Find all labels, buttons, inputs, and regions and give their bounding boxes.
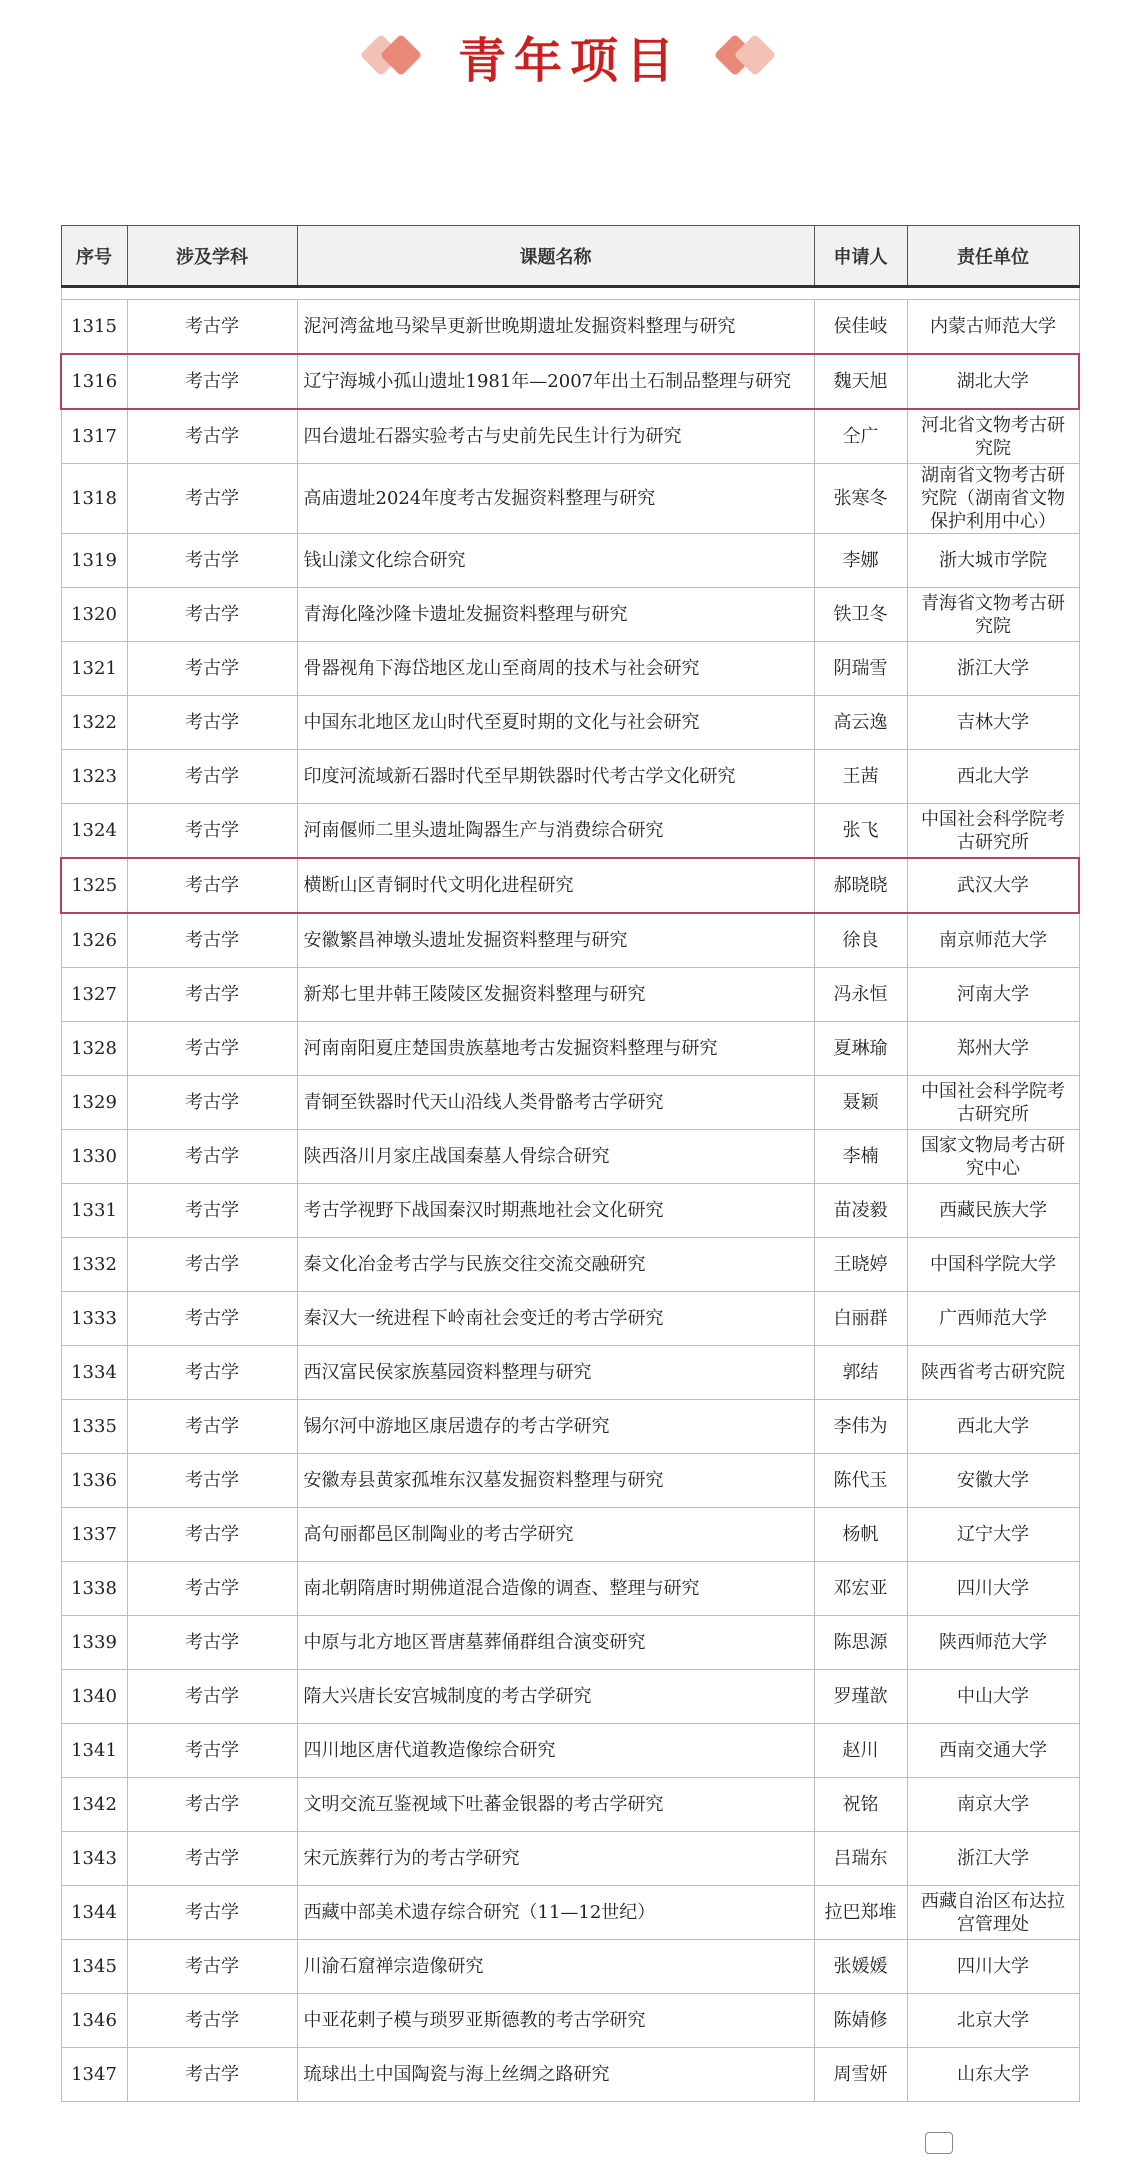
project-title-cell: 骨器视角下海岱地区龙山至商周的技术与社会研究 [297, 642, 814, 696]
subject-cell: 考古学 [127, 1616, 297, 1670]
project-title-cell: 青海化隆沙隆卡遗址发掘资料整理与研究 [297, 588, 814, 642]
subject-cell: 考古学 [127, 1238, 297, 1292]
unit-cell: 广西师范大学 [907, 1292, 1079, 1346]
unit-cell: 河南大学 [907, 968, 1079, 1022]
table-row [61, 1670, 1079, 1724]
table-row [61, 1940, 1079, 1994]
header-applicant: 申请人 [814, 226, 907, 287]
serial-no-cell: 1317 [61, 409, 127, 464]
serial-no-cell: 1335 [61, 1400, 127, 1454]
table-row [61, 1724, 1079, 1778]
unit-cell: 南京师范大学 [907, 913, 1079, 968]
project-title-cell: 辽宁海城小孤山遗址1981年—2007年出土石制品整理与研究 [297, 354, 814, 409]
serial-no-cell: 1323 [61, 750, 127, 804]
table-row [61, 1238, 1079, 1292]
project-title-cell: 南北朝隋唐时期佛道混合造像的调查、整理与研究 [297, 1562, 814, 1616]
subject-cell: 考古学 [127, 1184, 297, 1238]
unit-cell: 中国社会科学院考古研究所 [907, 804, 1079, 859]
serial-no-cell: 1333 [61, 1292, 127, 1346]
table-row [61, 464, 1079, 534]
subject-cell: 考古学 [127, 464, 297, 534]
serial-no-cell: 1336 [61, 1454, 127, 1508]
subject-cell: 考古学 [127, 1346, 297, 1400]
table-row [61, 1454, 1079, 1508]
page-title: 青年项目 [457, 33, 682, 89]
subject-cell: 考古学 [127, 750, 297, 804]
table-row [61, 1886, 1079, 1940]
unit-cell: 西北大学 [907, 1400, 1079, 1454]
serial-no-cell: 1340 [61, 1670, 127, 1724]
table-row [61, 1562, 1079, 1616]
subject-cell: 考古学 [127, 1724, 297, 1778]
serial-no-cell: 1330 [61, 1130, 127, 1184]
subject-cell: 考古学 [127, 1130, 297, 1184]
table-row [61, 1022, 1079, 1076]
subject-cell: 考古学 [127, 1454, 297, 1508]
project-title-cell: 河南南阳夏庄楚国贵族墓地考古发掘资料整理与研究 [297, 1022, 814, 1076]
subject-cell: 考古学 [127, 804, 297, 859]
subject-cell: 考古学 [127, 409, 297, 464]
table-row [61, 642, 1079, 696]
table-row [61, 409, 1079, 464]
diamond-decoration-right [706, 30, 776, 80]
table-row [61, 1994, 1079, 2048]
serial-no-cell: 1327 [61, 968, 127, 1022]
table-row [61, 913, 1079, 968]
applicant-cell: 拉巴郑堆 [814, 1886, 907, 1940]
table-header-row [61, 226, 1079, 287]
page-banner [0, 0, 1140, 110]
unit-cell: 浙大城市学院 [907, 534, 1079, 588]
serial-no-cell: 1326 [61, 913, 127, 968]
applicant-cell: 周雪妍 [814, 2048, 907, 2102]
serial-no-cell: 1325 [61, 858, 127, 913]
project-title-cell: 高庙遗址2024年度考古发掘资料整理与研究 [297, 464, 814, 534]
serial-no-cell: 1339 [61, 1616, 127, 1670]
project-title-cell: 中国东北地区龙山时代至夏时期的文化与社会研究 [297, 696, 814, 750]
tv-logo-icon [925, 2132, 953, 2154]
serial-no-cell: 1337 [61, 1508, 127, 1562]
unit-cell: 国家文物局考古研究中心 [907, 1130, 1079, 1184]
applicant-cell: 吕瑞东 [814, 1832, 907, 1886]
serial-no-cell: 1331 [61, 1184, 127, 1238]
project-table [60, 225, 1080, 2102]
unit-cell: 西藏自治区布达拉宫管理处 [907, 1886, 1079, 1940]
serial-no-cell: 1322 [61, 696, 127, 750]
applicant-cell: 李伟为 [814, 1400, 907, 1454]
unit-cell: 四川大学 [907, 1940, 1079, 1994]
applicant-cell: 侯佳岐 [814, 300, 907, 355]
unit-cell: 中山大学 [907, 1670, 1079, 1724]
unit-cell: 辽宁大学 [907, 1508, 1079, 1562]
subject-cell: 考古学 [127, 1778, 297, 1832]
applicant-cell: 陈代玉 [814, 1454, 907, 1508]
subject-cell: 考古学 [127, 1400, 297, 1454]
serial-no-cell: 1321 [61, 642, 127, 696]
table-row [61, 696, 1079, 750]
project-title-cell: 安徽寿县黄家孤堆东汉墓发掘资料整理与研究 [297, 1454, 814, 1508]
project-title-cell: 琉球出土中国陶瓷与海上丝绸之路研究 [297, 2048, 814, 2102]
serial-no-cell: 1342 [61, 1778, 127, 1832]
serial-no-cell: 1329 [61, 1076, 127, 1130]
project-title-cell: 四台遗址石器实验考古与史前先民生计行为研究 [297, 409, 814, 464]
project-title-cell: 文明交流互鉴视域下吐蕃金银器的考古学研究 [297, 1778, 814, 1832]
project-title-cell: 中亚花剌子模与琐罗亚斯德教的考古学研究 [297, 1994, 814, 2048]
subject-cell: 考古学 [127, 968, 297, 1022]
applicant-cell: 李娜 [814, 534, 907, 588]
serial-no-cell: 1347 [61, 2048, 127, 2102]
serial-no-cell: 1344 [61, 1886, 127, 1940]
table-row [61, 1346, 1079, 1400]
table-row [61, 1832, 1079, 1886]
serial-no-cell: 1324 [61, 804, 127, 859]
table-row [61, 354, 1079, 409]
header-serial-no: 序号 [61, 226, 127, 287]
serial-no-cell: 1346 [61, 1994, 127, 2048]
unit-cell: 陕西省考古研究院 [907, 1346, 1079, 1400]
applicant-cell: 聂颖 [814, 1076, 907, 1130]
project-title-cell: 川渝石窟禅宗造像研究 [297, 1940, 814, 1994]
subject-cell: 考古学 [127, 300, 297, 355]
applicant-cell: 夏琳瑜 [814, 1022, 907, 1076]
unit-cell: 吉林大学 [907, 696, 1079, 750]
project-title-cell: 泥河湾盆地马梁旱更新世晚期遗址发掘资料整理与研究 [297, 300, 814, 355]
unit-cell: 内蒙古师范大学 [907, 300, 1079, 355]
project-title-cell: 印度河流域新石器时代至早期铁器时代考古学文化研究 [297, 750, 814, 804]
subject-cell: 考古学 [127, 588, 297, 642]
subject-cell: 考古学 [127, 1886, 297, 1940]
table-row [61, 588, 1079, 642]
table-row [61, 1130, 1079, 1184]
subject-cell: 考古学 [127, 534, 297, 588]
applicant-cell: 张媛媛 [814, 1940, 907, 1994]
unit-cell: 中国社会科学院考古研究所 [907, 1076, 1079, 1130]
applicant-cell: 邓宏亚 [814, 1562, 907, 1616]
watermark [925, 2128, 953, 2158]
table-row [61, 300, 1079, 355]
applicant-cell: 陈思源 [814, 1616, 907, 1670]
applicant-cell: 李楠 [814, 1130, 907, 1184]
applicant-cell: 杨帆 [814, 1508, 907, 1562]
project-title-cell: 河南偃师二里头遗址陶器生产与消费综合研究 [297, 804, 814, 859]
subject-cell: 考古学 [127, 1994, 297, 2048]
applicant-cell: 白丽群 [814, 1292, 907, 1346]
unit-cell: 南京大学 [907, 1778, 1079, 1832]
subject-cell: 考古学 [127, 1292, 297, 1346]
table-row [61, 1184, 1079, 1238]
table-row [61, 1292, 1079, 1346]
unit-cell: 安徽大学 [907, 1454, 1079, 1508]
subject-cell: 考古学 [127, 1076, 297, 1130]
table-row [61, 1076, 1079, 1130]
applicant-cell: 冯永恒 [814, 968, 907, 1022]
unit-cell: 湖南省文物考古研究院（湖南省文物保护利用中心） [907, 464, 1079, 534]
unit-cell: 西南交通大学 [907, 1724, 1079, 1778]
diamond-decoration-left [360, 30, 430, 80]
project-title-cell: 中原与北方地区晋唐墓葬俑群组合演变研究 [297, 1616, 814, 1670]
table-row [61, 750, 1079, 804]
subject-cell: 考古学 [127, 642, 297, 696]
subject-cell: 考古学 [127, 1562, 297, 1616]
project-title-cell: 陕西洛川月家庄战国秦墓人骨综合研究 [297, 1130, 814, 1184]
applicant-cell: 铁卫冬 [814, 588, 907, 642]
header-unit: 责任单位 [907, 226, 1079, 287]
project-title-cell: 高句丽都邑区制陶业的考古学研究 [297, 1508, 814, 1562]
subject-cell: 考古学 [127, 913, 297, 968]
serial-no-cell: 1320 [61, 588, 127, 642]
table-row [61, 1778, 1079, 1832]
unit-cell: 北京大学 [907, 1994, 1079, 2048]
unit-cell: 青海省文物考古研究院 [907, 588, 1079, 642]
table-row [61, 858, 1079, 913]
unit-cell: 西藏民族大学 [907, 1184, 1079, 1238]
unit-cell: 湖北大学 [907, 354, 1079, 409]
table-row [61, 1400, 1079, 1454]
serial-no-cell: 1343 [61, 1832, 127, 1886]
project-title-cell: 安徽繁昌神墩头遗址发掘资料整理与研究 [297, 913, 814, 968]
unit-cell: 浙江大学 [907, 642, 1079, 696]
applicant-cell: 阴瑞雪 [814, 642, 907, 696]
applicant-cell: 张寒冬 [814, 464, 907, 534]
project-title-cell: 秦文化冶金考古学与民族交往交流交融研究 [297, 1238, 814, 1292]
unit-cell: 山东大学 [907, 2048, 1079, 2102]
project-title-cell: 青铜至铁器时代天山沿线人类骨骼考古学研究 [297, 1076, 814, 1130]
project-title-cell: 新郑七里井韩王陵陵区发掘资料整理与研究 [297, 968, 814, 1022]
unit-cell: 郑州大学 [907, 1022, 1079, 1076]
serial-no-cell: 1338 [61, 1562, 127, 1616]
applicant-cell: 陈婧修 [814, 1994, 907, 2048]
unit-cell: 武汉大学 [907, 858, 1079, 913]
project-title-cell: 宋元族葬行为的考古学研究 [297, 1832, 814, 1886]
unit-cell: 河北省文物考古研究院 [907, 409, 1079, 464]
header-project-title: 课题名称 [297, 226, 814, 287]
table-row [61, 804, 1079, 859]
applicant-cell: 郭结 [814, 1346, 907, 1400]
subject-cell: 考古学 [127, 1508, 297, 1562]
subject-cell: 考古学 [127, 1940, 297, 1994]
table-row [61, 968, 1079, 1022]
serial-no-cell: 1315 [61, 300, 127, 355]
applicant-cell: 王茜 [814, 750, 907, 804]
project-title-cell: 四川地区唐代道教造像综合研究 [297, 1724, 814, 1778]
subject-cell: 考古学 [127, 1670, 297, 1724]
serial-no-cell: 1319 [61, 534, 127, 588]
subject-cell: 考古学 [127, 696, 297, 750]
table-row [61, 534, 1079, 588]
project-title-cell: 西汉富民侯家族墓园资料整理与研究 [297, 1346, 814, 1400]
project-title-cell: 钱山漾文化综合研究 [297, 534, 814, 588]
serial-no-cell: 1328 [61, 1022, 127, 1076]
applicant-cell: 张飞 [814, 804, 907, 859]
table-row [61, 2048, 1079, 2102]
subject-cell: 考古学 [127, 1832, 297, 1886]
unit-cell: 浙江大学 [907, 1832, 1079, 1886]
table-spacer-row [61, 287, 1079, 300]
table-row [61, 1616, 1079, 1670]
applicant-cell: 罗瑾歆 [814, 1670, 907, 1724]
unit-cell: 西北大学 [907, 750, 1079, 804]
subject-cell: 考古学 [127, 858, 297, 913]
subject-cell: 考古学 [127, 1022, 297, 1076]
serial-no-cell: 1332 [61, 1238, 127, 1292]
applicant-cell: 赵川 [814, 1724, 907, 1778]
unit-cell: 陕西师范大学 [907, 1616, 1079, 1670]
project-title-cell: 隋大兴唐长安宫城制度的考古学研究 [297, 1670, 814, 1724]
table-body [61, 287, 1079, 2102]
applicant-cell: 郝晓晓 [814, 858, 907, 913]
project-title-cell: 秦汉大一统进程下岭南社会变迁的考古学研究 [297, 1292, 814, 1346]
project-title-cell: 横断山区青铜时代文明化进程研究 [297, 858, 814, 913]
table-row [61, 1508, 1079, 1562]
project-title-cell: 锡尔河中游地区康居遗存的考古学研究 [297, 1400, 814, 1454]
applicant-cell: 高云逸 [814, 696, 907, 750]
serial-no-cell: 1345 [61, 1940, 127, 1994]
applicant-cell: 王晓婷 [814, 1238, 907, 1292]
project-title-cell: 考古学视野下战国秦汉时期燕地社会文化研究 [297, 1184, 814, 1238]
applicant-cell: 苗凌毅 [814, 1184, 907, 1238]
applicant-cell: 祝铭 [814, 1778, 907, 1832]
serial-no-cell: 1318 [61, 464, 127, 534]
subject-cell: 考古学 [127, 354, 297, 409]
serial-no-cell: 1341 [61, 1724, 127, 1778]
header-subject: 涉及学科 [127, 226, 297, 287]
applicant-cell: 仝广 [814, 409, 907, 464]
project-title-cell: 西藏中部美术遗存综合研究（11—12世纪） [297, 1886, 814, 1940]
unit-cell: 四川大学 [907, 1562, 1079, 1616]
applicant-cell: 魏天旭 [814, 354, 907, 409]
unit-cell: 中国科学院大学 [907, 1238, 1079, 1292]
serial-no-cell: 1334 [61, 1346, 127, 1400]
serial-no-cell: 1316 [61, 354, 127, 409]
applicant-cell: 徐良 [814, 913, 907, 968]
subject-cell: 考古学 [127, 2048, 297, 2102]
